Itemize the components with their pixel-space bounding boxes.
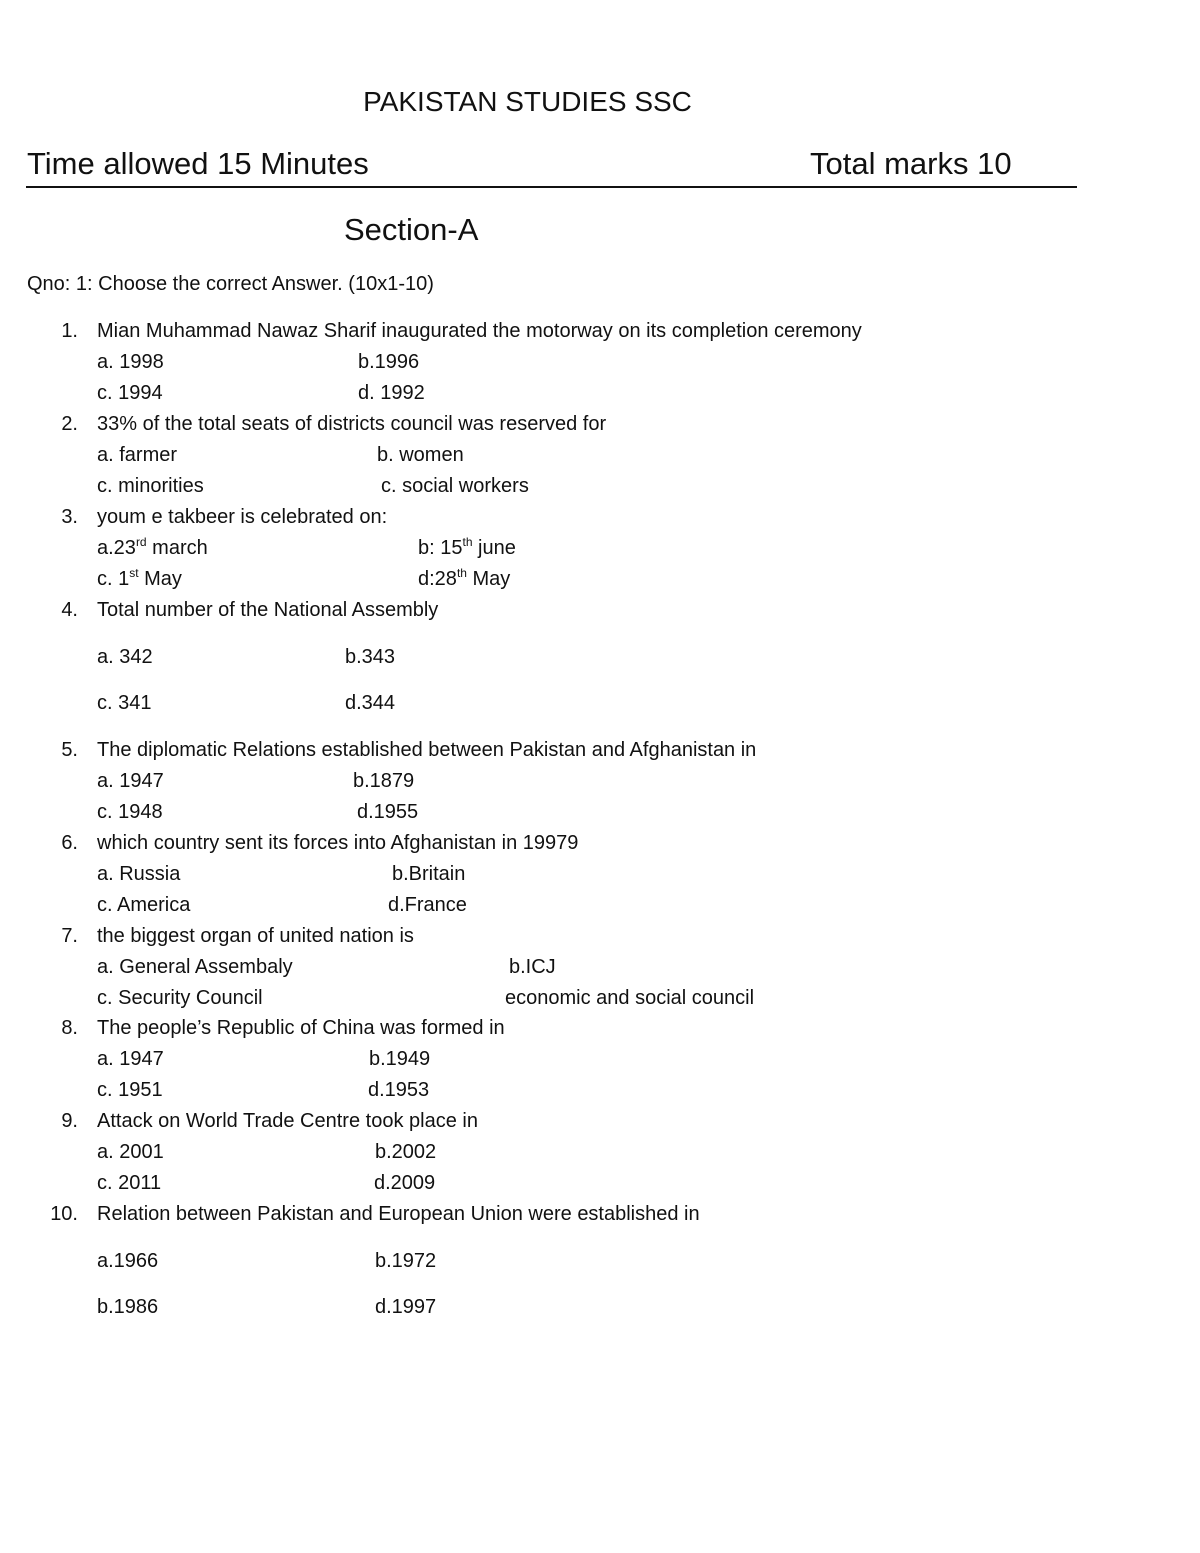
answer-option: a. 1947: [97, 770, 164, 792]
question-text: the biggest organ of united nation is: [97, 925, 414, 947]
answer-option: d. 1992: [358, 382, 425, 404]
instruction-prefix: Qno:: [27, 273, 76, 295]
question-number: 1.: [61, 320, 78, 342]
header-divider: [26, 186, 1077, 188]
answer-option: c. Security Council: [97, 987, 263, 1009]
answer-option: b. women: [377, 444, 464, 466]
question-number: 5.: [61, 739, 78, 761]
answer-option: [97, 537, 208, 560]
question-number: 9.: [61, 1110, 78, 1132]
question-text: The people’s Republic of China was formed in: [97, 1017, 505, 1039]
answer-option: c. social workers: [381, 475, 529, 497]
answer-option: [418, 537, 516, 560]
option-text: march: [146, 537, 208, 559]
question-text: Attack on World Trade Centre took place in: [97, 1110, 478, 1132]
answer-option: b.1972: [375, 1250, 437, 1272]
question-number: 8.: [61, 1017, 78, 1039]
question-number: 2.: [61, 413, 78, 435]
question-number: 10.: [50, 1203, 78, 1225]
answer-option: [97, 568, 182, 591]
question-text: Relation between Pakistan and European Union were established in: [97, 1203, 700, 1225]
option-text: May: [466, 568, 511, 590]
answer-option: c. 341: [97, 692, 152, 714]
answer-option: a. farmer: [97, 444, 178, 466]
answer-option: b.1996: [358, 351, 420, 373]
total-marks: [810, 146, 1012, 182]
answer-option: economic and social council: [505, 987, 755, 1009]
marks-label: Total marks: [810, 146, 978, 181]
answer-option: d.1955: [357, 801, 419, 823]
answer-option: d.1997: [375, 1296, 437, 1318]
question-text: The diplomatic Relations established between Pakistan and Afghanistan in: [97, 739, 757, 761]
time-label: Time allowed: [27, 146, 218, 181]
option-text: a.23: [97, 537, 136, 559]
answer-option: a. 342: [97, 646, 153, 668]
marks-value: 10: [977, 146, 1012, 181]
answer-option: b.1879: [353, 770, 415, 792]
option-text: c. 1: [97, 568, 130, 590]
answer-option: [418, 568, 510, 591]
page-title: PAKISTAN STUDIES SSC: [363, 86, 692, 117]
answer-option: c. 1994: [97, 382, 163, 404]
question-text: Mian Muhammad Nawaz Sharif inaugurated the motorway on its completion ceremony: [97, 320, 862, 342]
question-text: 33% of the total seats of districts council was reserved for: [97, 413, 607, 435]
answer-option: c. 1948: [97, 801, 163, 823]
time-unit: Minutes: [251, 146, 369, 181]
answer-option: c. 1951: [97, 1079, 163, 1101]
option-text: d:28: [418, 568, 457, 590]
time-allowed: [27, 146, 369, 182]
option-text: May: [138, 568, 182, 590]
option-text: b: 15: [418, 537, 463, 559]
answer-option: d.France: [388, 894, 467, 916]
answer-option: b.1949: [369, 1048, 431, 1070]
question-text: which country sent its forces into Afghanistan in 19979: [97, 832, 579, 854]
ordinal-suffix: th: [462, 535, 473, 549]
answer-option: c. America: [97, 894, 191, 916]
question-text: youm e takbeer is celebrated on:: [97, 506, 388, 528]
answer-option: a.1966: [97, 1250, 159, 1272]
answer-option: a. General Assembaly: [97, 956, 293, 978]
instruction-number: 1: [75, 273, 88, 295]
ordinal-suffix: rd: [135, 535, 147, 549]
answer-option: d.344: [345, 692, 396, 714]
question-text: Total number of the National Assembly: [97, 599, 439, 621]
answer-option: c. 2011: [97, 1172, 162, 1194]
answer-option: a. 2001: [97, 1141, 164, 1163]
answer-option: c. minorities: [97, 475, 204, 497]
answer-option: a. Russia: [97, 863, 181, 885]
option-text: june: [472, 537, 516, 559]
ordinal-suffix: st: [129, 566, 139, 580]
question-number: 4.: [61, 599, 78, 621]
answer-option: b.2002: [375, 1141, 437, 1163]
answer-option: a. 1998: [97, 351, 164, 373]
instruction-text: : Choose the correct Answer. (10x1-10): [87, 273, 434, 295]
answer-option: d.2009: [374, 1172, 436, 1194]
answer-option: b.1986: [97, 1296, 159, 1318]
question-number: 7.: [61, 925, 78, 947]
section-title: Section-A: [344, 212, 479, 247]
time-value: 15: [217, 146, 252, 181]
question-instruction: [27, 273, 434, 296]
ordinal-suffix: th: [456, 566, 467, 580]
answer-option: a. 1947: [97, 1048, 164, 1070]
question-number: 6.: [61, 832, 78, 854]
answer-option: b.ICJ: [509, 956, 556, 978]
answer-option: d.1953: [368, 1079, 430, 1101]
answer-option: b.Britain: [392, 863, 466, 885]
answer-option: b.343: [345, 646, 396, 668]
question-number: 3.: [61, 506, 78, 528]
